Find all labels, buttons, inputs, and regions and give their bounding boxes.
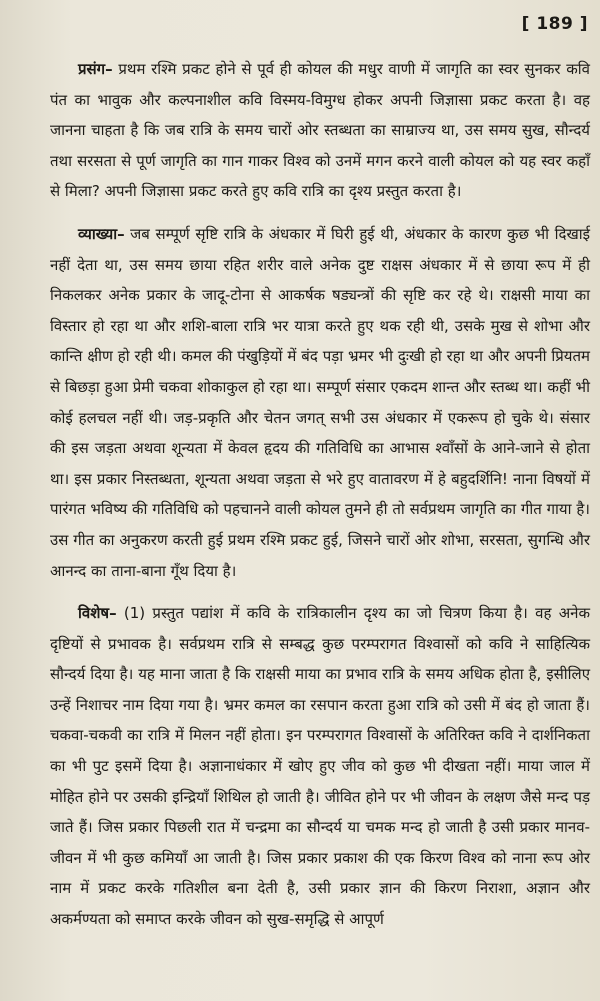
section-prasang xyxy=(50,54,590,207)
section-label-vishesh: विशेष– xyxy=(78,604,117,623)
page-content xyxy=(50,54,590,947)
paragraph-prasang xyxy=(50,54,590,207)
section-text-vyakhya: जब सम्पूर्ण सृष्टि रात्रि के अंधकार में घिरी हुई थी, अंधकार के कारण कुछ भी दिखाई नहीं देता था, उस समय छाया रहित शरीर वाले अनेक दुष्ट राक्षस अंधकार में से छाया रूप में ही निकलकर अनेक प्रकार के जादू-टोना से आकर्षक षड्यन्त्रों की सृष्टि कर रहे थे। राक्षसी माया का विस्तार हो रहा था और शशि-बाला रात्रि भर यात्रा करते हुए थक रही थी, उसके मुख से शोभा और कान्ति क्षीण हो रही थी। कमल की पंखुड़ियों में बंद पड़ा भ्रमर भी दुःखी हो रहा था और अपनी प्रियतम से बिछड़ा हुआ प्रेमी चकवा शोकाकुल हो रहा था। सम्पूर्ण संसार एकदम शान्त और स्तब्ध था। कहीं भी कोई हलचल नहीं थी। जड़-प्रकृति और चेतन जगत् सभी उस अंधकार में एकरूप हो चुके थे। संसार की इस जड़ता अथवा शून्यता में केवल हृदय की गतिविधि का आभास श्वाँसों के आने-जाने से होता था। इस प्रकार निस्तब्धता, शून्यता अथवा जड़ता से भरे हुए वातावरण में हे बहुदर्शिनि! नाना विषयों में पारंगत भविष्य की गतिविधि को पहचानने वाली कोयल तुमने ही तो सर्वप्रथम जागृति का गीत गाया है। उस गीत का अनुकरण करती हुई प्रथम रश्मि प्रकट हुई, जिसने चारों ओर शोभा, सरसता, सुगन्धि और आनन्द का ताना-बाना गूँथ दिया है। xyxy=(50,224,590,580)
section-label-vyakhya: व्याख्या– xyxy=(78,224,125,243)
section-text-vishesh: (1) प्रस्तुत पद्यांश में कवि के रात्रिकालीन दृश्य का जो चित्रण किया है। वह अनेक दृष्टियों से प्रभावक है। सर्वप्रथम रात्रि से सम्बद्ध कुछ परम्परागत विश्वासों को कवि ने साहित्यिक सौन्दर्य दिया है। यह माना जाता है कि राक्षसी माया का प्रभाव रात्रि के समय अधिक होता है, इसीलिए उन्हें निशाचर नाम दिया गया है। भ्रमर कमल का रसपान करता हुआ रात्रि को उसी में बंद हो जाता हैं। चकवा-चकवी का रात्रि में मिलन नहीं होता। इन परम्परागत विश्वासों के अतिरिक्त कवि ने दार्शनिकता का भी पुट इसमें दिया है। अज्ञानाधंकार में खोए हुए जीव को कुछ भी दीखता नहीं। माया जाल में मोहित होने पर उसकी इन्द्रियाँ शिथिल हो जाती है। जीवित होने पर भी जीवन के लक्षण जैसे मन्द पड़ जाते हैं। जिस प्रकार पिछली रात में चन्द्रमा का सौन्दर्य या चमक मन्द हो जाती है उसी प्रकार मानव-जीवन में भी कुछ कमियाँ आ जाती है। जिस प्रकार प्रकाश की एक किरण विश्व को नाना रूप ओर नाम में प्रकट करके गतिशील बना देती है, उसी प्रकार ज्ञान की किरण निराशा, अज्ञान और अकर्मण्यता को समाप्त करके जीवन को सुख-समृद्धि से आपूर्ण xyxy=(50,604,590,929)
section-label-prasang: प्रसंग– xyxy=(78,60,113,78)
paragraph-vyakhya xyxy=(50,219,590,586)
page-number: [ 189 ] xyxy=(521,14,588,34)
section-text-prasang: प्रथम रश्मि प्रकट होने से पूर्व ही कोयल की मधुर वाणी में जागृति का स्वर सुनकर कवि पंत का भावुक और कल्पनाशील कवि विस्मय-विमुग्ध होकर अपनी जिज्ञासा प्रकट करता है। वह जानना चाहता है कि जब रात्रि के समय चारों ओर स्तब्धता का साम्राज्य था, उस समय सुख, सौन्दर्य तथा सरसता से पूर्ण जागृति का गान गाकर विश्व को उनमें मगन करने वाली कोयल को यह स्वर कहाँ से मिला? अपनी जिज्ञासा प्रकट करते हुए कवि रात्रि का दृश्य प्रस्तुत करता है। xyxy=(50,60,590,201)
section-vyakhya xyxy=(50,219,590,586)
paragraph-vishesh xyxy=(50,598,590,935)
section-vishesh xyxy=(50,598,590,935)
